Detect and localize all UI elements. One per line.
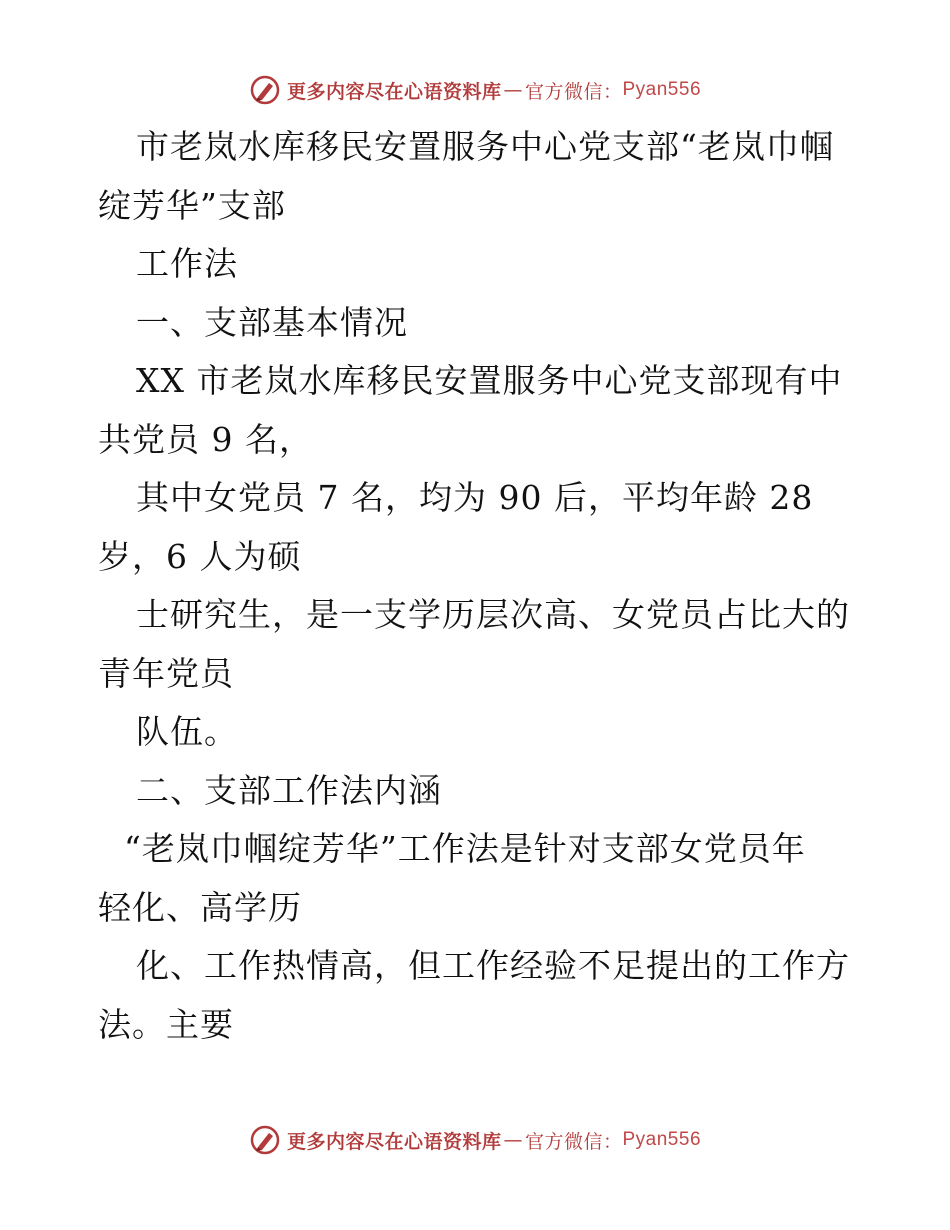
paragraph-line: 队伍。 — [136, 712, 238, 751]
paragraph-line: 其中女党员 7 名，均为 90 后，平均年龄 28 — [136, 478, 814, 517]
doc-title-line-3: 工作法 — [136, 244, 238, 283]
paragraph-line: 轻化、高学历 — [98, 887, 302, 927]
doc-title-line-2: 绽芳华”支部 — [98, 185, 286, 225]
paragraph-line: 共党员 9 名， — [98, 419, 313, 459]
doc-title-line-1: 市老岚水库移民安置服务中心党支部“老岚巾帼 — [136, 127, 834, 166]
pen-logo-icon — [249, 74, 281, 106]
paragraph-line: 法。主要 — [98, 1004, 234, 1044]
paragraph-line: 岁，6 人为硕 — [98, 536, 302, 576]
watermark-id: Pyan556 — [622, 1129, 702, 1150]
pen-logo-icon — [249, 1124, 281, 1156]
paragraph-line: 士研究生，是一支学历层次高、女党员占比大的 — [136, 595, 850, 634]
watermark-brand: 更多内容尽在心语资料库 — [286, 1130, 502, 1153]
section-heading-1: 一、支部基本情况 — [136, 302, 408, 342]
section-heading-2: 二、支部工作法内涵 — [136, 770, 442, 810]
paragraph-line: XX 市老岚水库移民安置服务中心党支部现有中 — [136, 361, 843, 400]
paragraph-line: 化、工作热情高，但工作经验不足提出的工作方 — [136, 946, 850, 985]
watermark-contact: 官方微信： — [524, 1130, 623, 1153]
watermark-id: Pyan556 — [622, 79, 702, 100]
document-body — [98, 118, 858, 1054]
watermark-contact: 官方微信： — [524, 80, 623, 103]
watermark-separator: — — [503, 79, 523, 101]
watermark-brand: 更多内容尽在心语资料库 — [286, 80, 502, 103]
paragraph-line: “老岚巾帼绽芳华”工作法是针对支部女党员年 — [124, 829, 806, 868]
header-watermark — [0, 70, 950, 110]
watermark-separator: — — [503, 1129, 523, 1151]
footer-watermark — [0, 1120, 950, 1160]
paragraph-line: 青年党员 — [98, 653, 234, 693]
